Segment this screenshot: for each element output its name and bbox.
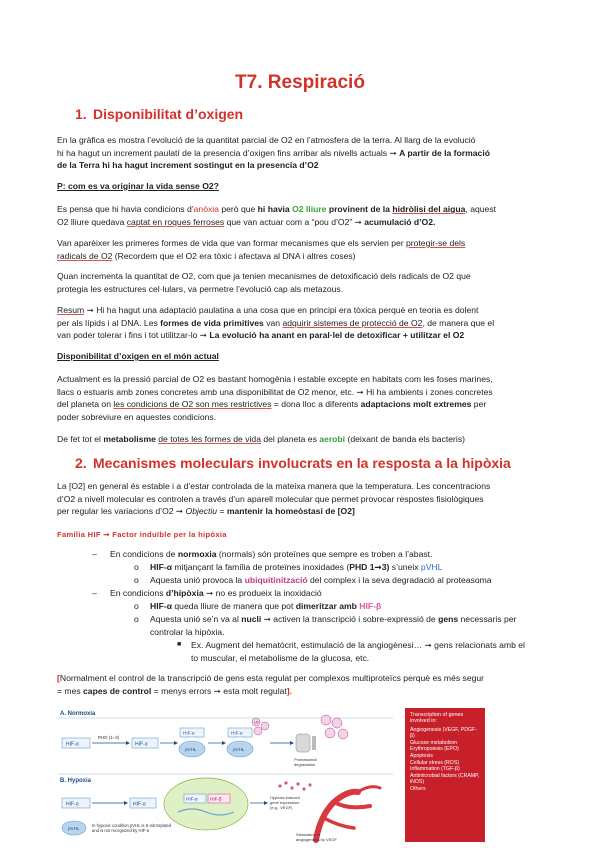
hif-alpha-label: HIF-α bbox=[186, 796, 198, 802]
text: controlar la hipòxia. bbox=[150, 626, 225, 637]
hif-beta-label: HIF-β bbox=[210, 796, 222, 802]
text: poder sobreviure en aquestes condicions. bbox=[57, 411, 217, 422]
text: Aquesta unió se’n va al bbox=[150, 614, 242, 624]
text: protegia les estructures cel·lulars, va permetre l’evolució cap als metazous. bbox=[57, 283, 344, 294]
normoxia-label: A. Normoxia bbox=[60, 711, 96, 717]
text: HIF-α bbox=[150, 601, 172, 611]
square-bullet: ■ bbox=[177, 641, 182, 648]
text: (deixant de banda els bacteris) bbox=[345, 434, 465, 444]
text: = bbox=[217, 506, 227, 516]
proteasome-icon bbox=[296, 734, 310, 752]
text: anòxia bbox=[193, 204, 219, 214]
text: Van aparèixer les primeres formes de vida que van formar mecanismes que els servien per bbox=[57, 238, 406, 248]
text: mantenir la homeòstasi de [O2] bbox=[226, 506, 355, 516]
text: ubiquitinització bbox=[244, 575, 308, 585]
paragraph-metazoa bbox=[57, 270, 545, 295]
section-1-number: 1. bbox=[75, 106, 87, 122]
text: ➞ activen la transcripció i sobre-expressió de bbox=[261, 614, 439, 624]
text: to muscular, el metabolisme de la glucosa, etc. bbox=[191, 652, 370, 663]
list-item-hif-alpha-phd bbox=[150, 561, 442, 574]
hif-alpha-label: HIF-α bbox=[66, 741, 79, 748]
text: van bbox=[263, 317, 283, 328]
text: però que bbox=[218, 204, 258, 214]
hypoxic-condition-label-1: In hypoxic condition pVHL is S-nitrosylated bbox=[92, 823, 172, 828]
question-heading: P: com es va originar la vida sense O2? bbox=[57, 181, 219, 191]
text: Normalment el control de la transcripció de gens esta regulat per complexos multiproteïcs perquè es més segur bbox=[59, 673, 485, 683]
box-item: Angiogenesis (VEGF, PDGF-β) bbox=[410, 726, 477, 739]
arrow-head bbox=[264, 801, 268, 805]
box-item: Erythropoiesis (EPO) bbox=[410, 746, 459, 753]
transcription-genes-box bbox=[405, 708, 485, 842]
arrow-head bbox=[222, 741, 226, 745]
text: La [O2] en general és estable i a d’estar controlada de la mateixa manera que la temperatura. Les concentracions bbox=[57, 481, 491, 491]
text: Objectiu bbox=[185, 506, 218, 516]
gene-expression-label-1: Hypoxia-induced bbox=[270, 795, 300, 800]
section-2-heading bbox=[75, 455, 511, 471]
list-item-dimerize bbox=[150, 600, 381, 613]
paragraph-metabolism bbox=[57, 433, 545, 446]
list-item-example bbox=[191, 639, 545, 664]
angiogenesis-label-2: angiogenesis by VEGF bbox=[296, 837, 337, 842]
list-item-ubiquitination bbox=[150, 574, 492, 587]
arrow-head bbox=[290, 741, 294, 745]
text: A partir de la formació bbox=[399, 147, 490, 158]
pvhl-label: pVHL bbox=[233, 747, 245, 752]
text: acumulació d’O2. bbox=[364, 216, 436, 227]
text: , aquest bbox=[465, 204, 496, 214]
degradation-label-1: Proteasomal bbox=[294, 757, 317, 762]
degradation-label-2: degradation bbox=[294, 762, 316, 767]
text: d’hipòxia bbox=[165, 588, 204, 598]
text: formes de vida primitives bbox=[160, 317, 264, 328]
text: ]. bbox=[286, 685, 293, 696]
gene-expression-label-3: (e.g., VEGF) bbox=[270, 805, 293, 810]
text: Es pensa que hi havia condicions d’ bbox=[57, 204, 194, 214]
text: En condicions de bbox=[110, 549, 178, 559]
text: En la gràfica es mostra l’evolució de la quantitat parcial de O2 en l’atmosfera de la terra. Al llarg de la evolució bbox=[57, 135, 476, 145]
text: capes de control bbox=[83, 685, 152, 696]
proteasome-icon bbox=[312, 736, 316, 750]
text: PHD 1➞3) bbox=[349, 562, 390, 572]
text: gens bbox=[438, 614, 459, 624]
section-1-heading bbox=[75, 106, 243, 122]
phd-label: PHD (1–3) bbox=[98, 735, 120, 740]
text: (normals) són proteïnes que sempre es troben a l’abast. bbox=[216, 549, 433, 559]
text: La evolució ha anant en paral·lel de detoxificar + utilitzar el O2 bbox=[209, 330, 465, 340]
text: nucli bbox=[241, 614, 262, 624]
text: queda lliure de manera que pot bbox=[172, 601, 296, 611]
ubiquitin-icon bbox=[332, 718, 342, 728]
text: pVHL bbox=[420, 562, 443, 572]
section-1-title: Disponibilitat d’oxigen bbox=[93, 106, 244, 122]
circle-bullet: o bbox=[134, 562, 139, 572]
text: En condicions bbox=[110, 588, 166, 598]
page-title: T7. Respiració bbox=[235, 72, 365, 93]
ubiquitin-icon bbox=[261, 722, 269, 730]
text: Actualment es la pressió parcial de O2 es bastant homogènia i estable excepte en habitats com les foses marines, bbox=[57, 374, 493, 384]
text: necessaris per bbox=[458, 614, 517, 624]
text: hidròlisi del aigua bbox=[392, 204, 466, 214]
box-item: Apoptosis bbox=[410, 752, 433, 759]
text: Aquesta unió provoca la bbox=[150, 575, 245, 585]
paragraph-anoxia bbox=[57, 203, 545, 228]
paragraph-protection bbox=[57, 237, 545, 262]
arrow-head bbox=[126, 741, 130, 745]
text: d’O2 a nivell molecular es controlen a través d’un aparell molecular que permet provocar respostes fisiològiques bbox=[57, 493, 484, 504]
text: de totes les formes de vida bbox=[158, 434, 261, 444]
text: del planeta es bbox=[260, 434, 320, 444]
text: O2 lliure bbox=[292, 204, 327, 214]
text: del planeta on bbox=[57, 399, 114, 409]
text: per bbox=[471, 399, 487, 409]
box-item: Others bbox=[410, 786, 426, 792]
text: de la Terra hi ha hagut increment sostingut en la presencia d’O2 bbox=[57, 160, 319, 170]
hypoxia-label: B. Hypoxia bbox=[60, 778, 92, 784]
blood-vessel bbox=[324, 818, 354, 828]
text: hi havia bbox=[257, 204, 293, 214]
hif-alpha-label: HIF-α bbox=[183, 730, 195, 736]
subheading-current: Disponibilitat d’oxigen en el món actual bbox=[57, 351, 219, 361]
text: aerobi bbox=[319, 434, 346, 444]
text: del complex i la seva degradació al proteasoma bbox=[307, 575, 492, 585]
text: (Recordem que el O2 era tòxic i afectava al DNA i altres coses) bbox=[112, 250, 356, 261]
blood-vessel bbox=[316, 792, 358, 840]
box-item: Cellular stress (ROS) bbox=[410, 759, 460, 766]
gene-expression-label-2: gene expression bbox=[270, 800, 300, 805]
text: [ bbox=[57, 673, 60, 683]
blood-vessel bbox=[334, 802, 370, 807]
paragraph-regulation bbox=[57, 672, 545, 697]
vegf-dot bbox=[296, 782, 299, 785]
paragraph-homeostasis bbox=[57, 480, 545, 518]
section-2-number: 2. bbox=[75, 455, 87, 471]
paragraph-evolution bbox=[57, 134, 545, 172]
text: O2 lliure quedava bbox=[57, 216, 127, 227]
text: = menys errors ➞ esta molt regulat bbox=[151, 685, 287, 696]
text: dimeritzar amb bbox=[295, 601, 360, 611]
hif-family-heading: Família HIF ➞ Factor induïble per la hipòxia bbox=[57, 530, 227, 539]
hif-alpha-label: HIF-α bbox=[135, 741, 148, 748]
text: metabolisme bbox=[103, 434, 156, 444]
vegf-dot bbox=[308, 783, 311, 786]
vegf-dot bbox=[284, 781, 287, 784]
arrow-head bbox=[124, 801, 128, 805]
text: radicals de O2 bbox=[57, 250, 113, 261]
list-item-hypoxia bbox=[110, 587, 322, 600]
dash-bullet: – bbox=[92, 588, 97, 598]
nucleus-shape bbox=[164, 778, 248, 830]
text: , de manera que el bbox=[422, 317, 495, 328]
list-item-nucleus bbox=[150, 613, 545, 638]
text: De fet tot el bbox=[57, 434, 104, 444]
section-2-title: Mecanismes moleculars involucrats en la resposta a la hipòxia bbox=[93, 455, 511, 471]
text: captat en roques ferroses bbox=[126, 216, 225, 227]
pvhl-label: pVHL bbox=[185, 747, 197, 752]
paragraph-summary bbox=[57, 304, 545, 342]
text: mitjançant la família de proteïnes inoxidades ( bbox=[172, 562, 350, 572]
hif-alpha-label: HIF-α bbox=[66, 801, 79, 808]
ub-label: Ub bbox=[254, 720, 259, 725]
circle-bullet: o bbox=[134, 614, 139, 624]
pvhl-label: pVHL bbox=[68, 826, 80, 831]
dash-bullet: – bbox=[92, 549, 97, 559]
text: Resum bbox=[57, 305, 85, 315]
text: les condicions de O2 son mes restrictives bbox=[113, 399, 272, 409]
text: per regular les variacions d’O2 ➞ bbox=[57, 506, 186, 516]
box-item: Inflammation (TGF-β) bbox=[410, 766, 460, 773]
box-item: Antimicrobial factors (CRAMP, iNOS) bbox=[410, 773, 480, 786]
text: HIF-α bbox=[150, 562, 172, 572]
hif-alpha-label: HIF-α bbox=[231, 730, 243, 736]
hif-pathway-figure bbox=[58, 706, 393, 844]
text: protegir-se dels bbox=[406, 238, 466, 248]
hif-alpha-label: HIF-α bbox=[133, 801, 146, 808]
arrow-head bbox=[174, 741, 178, 745]
text: normoxia bbox=[177, 549, 217, 559]
text: van poder tolerar i fins i tot utilitzar-lo ➞ bbox=[57, 330, 210, 340]
text: provinent de la bbox=[326, 204, 393, 214]
list-item-normoxia bbox=[110, 548, 432, 561]
hypoxic-condition-label-2: and is not recognized by HIF-α bbox=[92, 828, 150, 833]
blood-vessel bbox=[358, 787, 380, 792]
text: adquirir sistemes de protecció de O2 bbox=[282, 317, 423, 328]
text: ➞ Hi ha hagut una adaptació paulatina a una cosa que en principi era tòxica perquè en teoria es dolent bbox=[84, 305, 479, 315]
vegf-dot bbox=[278, 784, 281, 787]
text: per als lípids i al DNA. Les bbox=[57, 317, 161, 328]
ubiquitin-icon bbox=[254, 727, 262, 735]
text: = mes bbox=[57, 685, 84, 696]
paragraph-current bbox=[57, 373, 545, 423]
text: HIF-β bbox=[359, 601, 382, 611]
box-item: Glucose metabolism bbox=[410, 739, 457, 746]
vegf-dot bbox=[302, 787, 305, 790]
text: Quan incrementa la quantitat de O2, com que ja tenien mecanismes de detoxificació dels radicals de O2 que bbox=[57, 271, 471, 281]
text: = dona lloc a diferents bbox=[271, 399, 361, 409]
circle-bullet: o bbox=[134, 601, 139, 611]
ubiquitin-icon bbox=[338, 729, 348, 739]
text: adaptacions molt extremes bbox=[360, 399, 472, 409]
text: llacs o estuaris amb zones concretes amb una disponibilitat de O2 menor, etc. ➞ Hi ha ambients i zones concretes bbox=[57, 386, 493, 397]
text: que van actuar com a “pou d’O2” ➞ bbox=[224, 216, 365, 227]
ubiquitin-icon bbox=[325, 728, 335, 738]
text: s’uneix bbox=[389, 562, 421, 572]
text: hi ha hagut un increment paulatí de la presencia d’oxigen fins arribar als nivells actuals ➞ bbox=[57, 147, 400, 158]
text: ➞ no es produeix la inoxidació bbox=[203, 588, 322, 598]
angiogenesis-label-1: Stimulation of bbox=[296, 832, 321, 837]
circle-bullet: o bbox=[134, 575, 139, 585]
vegf-dot bbox=[290, 786, 293, 789]
box-header: Transcription of genes involved in: bbox=[410, 712, 464, 725]
ubiquitin-icon bbox=[321, 715, 331, 725]
text: Ex. Augment del hematòcrit, estimulació de la angiogènesi… ➞ gens relacionats amb el bbox=[191, 640, 525, 650]
